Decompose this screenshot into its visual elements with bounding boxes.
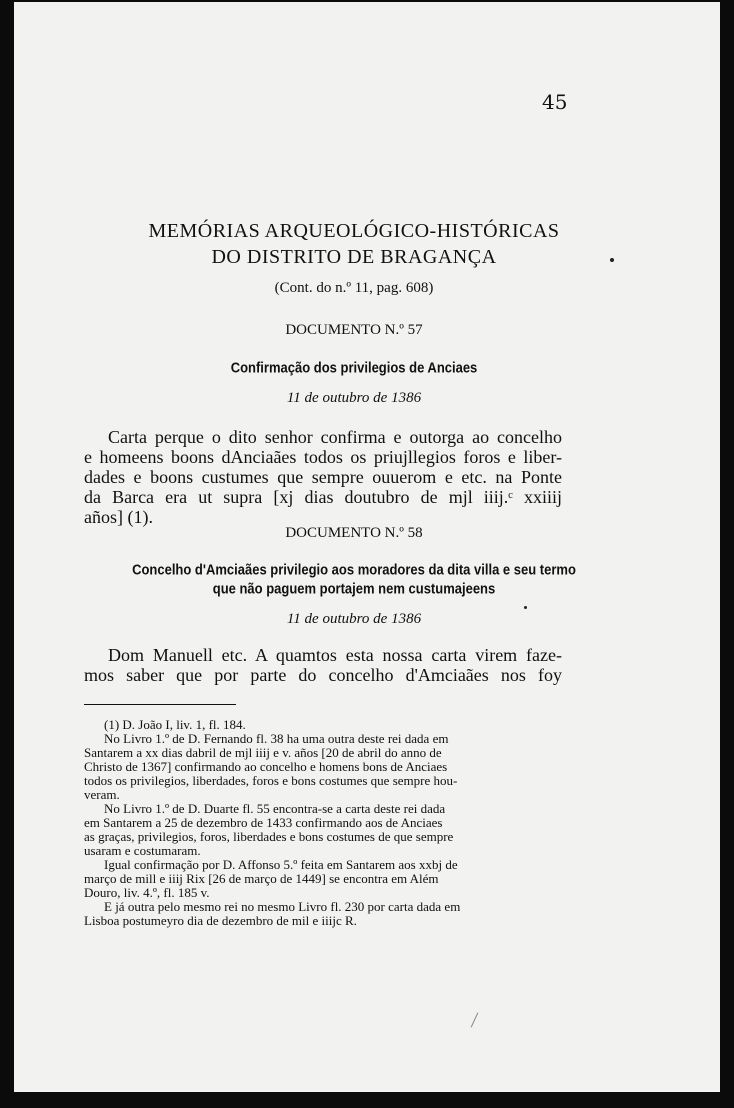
document-58-number: DOCUMENTO N.º 58 bbox=[285, 525, 423, 541]
text-line: e homeens boons dAnciaães todos os priujllegios foros e liber- bbox=[84, 447, 562, 467]
document-58-heading-line-2: que não paguem portajem nem custumajeens bbox=[212, 579, 496, 598]
document-57-date: 11 de outubro de 1386 bbox=[286, 390, 422, 406]
footnote-line: todos os privilegios, liberdades, foros e bons costumes que sempre hou- bbox=[84, 773, 458, 788]
document-57-number: DOCUMENTO N.º 57 bbox=[285, 322, 423, 338]
title-line-1: MEMÓRIAS ARQUEOLÓGICO-HISTÓRICAS bbox=[148, 220, 560, 242]
footnote-line: (1) D. João I, liv. 1, fl. 184. bbox=[104, 717, 246, 732]
footnote-line: veram. bbox=[84, 787, 120, 802]
footnote-line: Christo de 1367] confirmando ao concelho e homens bons de Anciaes bbox=[84, 759, 448, 774]
document-58-text bbox=[84, 645, 562, 685]
footnote-line: usaram e costumaram. bbox=[84, 843, 201, 858]
document-58-date: 11 de outubro de 1386 bbox=[286, 611, 422, 627]
footnotes bbox=[84, 718, 562, 928]
scan-mark bbox=[471, 1013, 479, 1028]
footnote-line: E já outra pelo mesmo rei no mesmo Livro fl. 230 por carta dada em bbox=[104, 899, 461, 914]
footnote-line: as graças, privilegios, foros, liberdades e bons costumes de que sempre bbox=[84, 829, 454, 844]
text-line: Dom Manuell etc. A quamtos esta nossa carta virem faze- bbox=[108, 645, 562, 665]
footnote-line: Igual confirmação por D. Affonso 5.º feita em Santarem aos xxbj de bbox=[104, 857, 458, 872]
footnote-separator bbox=[84, 704, 236, 705]
footnote-line: Douro, liv. 4.º, fl. 185 v. bbox=[84, 885, 210, 900]
scan-speck bbox=[610, 258, 614, 262]
document-57-heading: Confirmação dos privilegios de Anciaes bbox=[230, 358, 478, 377]
footnote-line: Lisboa postumeyro dia de dezembro de mil e iiijc R. bbox=[84, 913, 357, 928]
footnote-line: Santarem a xx dias dabril de mjl iiij e v. años [20 de abril do anno de bbox=[84, 745, 442, 760]
text-line: dades e boons custumes que sempre ouuerom e etc. na Ponte bbox=[84, 467, 562, 487]
document-58-heading-line-1: Concelho d'Amciaães privilegio aos moradores da dita villa e seu termo bbox=[132, 560, 576, 579]
footnote-line: em Santarem a 25 de dezembro de 1433 confirmando aos de Anciaes bbox=[84, 815, 443, 830]
footnote-line: março de mill e iiij Rix [26 de março de 1449] se encontra em Além bbox=[84, 871, 439, 886]
title-line-2: DO DISTRITO DE BRAGANÇA bbox=[211, 246, 497, 268]
text-line: años] (1). bbox=[84, 507, 153, 527]
scan-speck bbox=[524, 606, 527, 609]
document-57-text bbox=[84, 427, 562, 527]
text-line: Carta perque o dito senhor confirma e outorga ao concelho bbox=[108, 427, 562, 447]
page-number: 45 bbox=[542, 90, 568, 114]
footnote-line: No Livro 1.º de D. Duarte fl. 55 encontra-se a carta deste rei dada bbox=[104, 801, 446, 816]
text-line: da Barca era ut supra [xj dias doutubro de mjl iiij.ᶜ xxiiij bbox=[84, 487, 562, 507]
scanned-page bbox=[14, 2, 720, 1092]
continuation-note: (Cont. do n.º 11, pag. 608) bbox=[274, 280, 434, 296]
footnote-line: No Livro 1.º de D. Fernando fl. 38 ha uma outra deste rei dada em bbox=[104, 731, 449, 746]
text-line: mos saber que por parte do concelho d'Amciaães nos foy bbox=[84, 665, 562, 685]
